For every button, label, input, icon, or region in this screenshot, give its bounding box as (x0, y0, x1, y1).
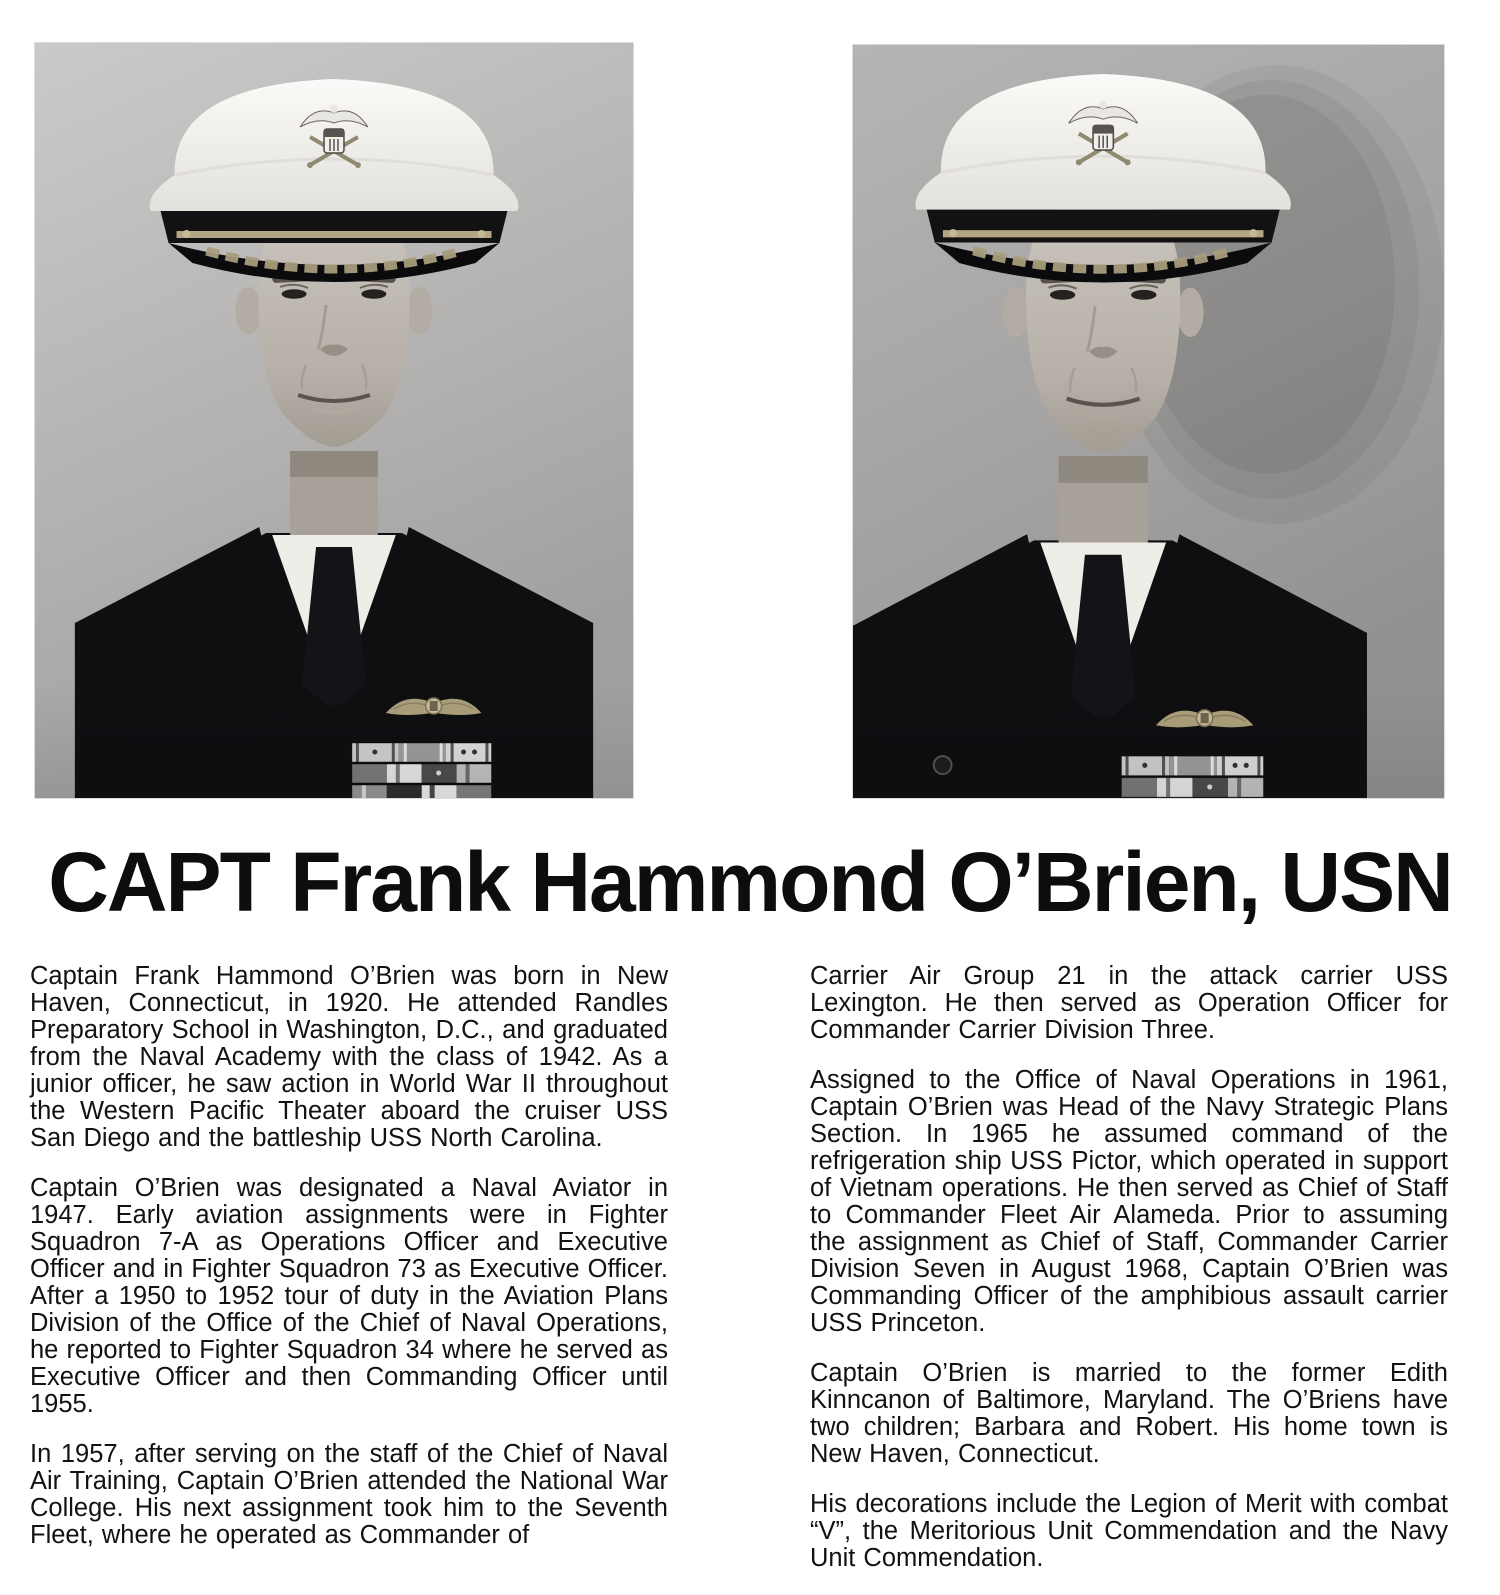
bio-paragraph: Captain Frank Hammond O’Brien was born in New Haven, Connecticut, in 1920. He attended Randles Preparatory School in Washington, D.C., and graduated from the Naval Academy with the class of 1942. As a junior officer, he saw action in World War II throughout the Western Pacific Theater aboard the cruiser USS San Diego and the battleship USS North Carolina. (30, 962, 668, 1152)
bio-paragraph: Captain O’Brien was designated a Naval Aviator in 1947. Early aviation assignments were in Fighter Squadron 7-A as Operations Officer and Executive Officer and in Fighter Squadron 73 as Executive Officer. After a 1950 to 1952 tour of duty in the Aviation Plans Division of the Office of the Chief of Naval Operations, he reported to Fighter Squadron 34 where he served as Executive Officer and then Commanding Officer until 1955. (30, 1174, 668, 1418)
biography-column-left (30, 963, 668, 1572)
bio-paragraph: His decorations include the Legion of Merit with combat “V”, the Meritorious Unit Commendation and the Navy Unit Commendation. (810, 1490, 1448, 1572)
bio-paragraph: Assigned to the Office of Naval Operations in 1961, Captain O’Brien was Head of the Navy Strategic Plans Section. In 1965 he assumed command of the refrigeration ship USS Pictor, which operated in support of Vietnam operations. He then served as Chief of Staff to Commander Fleet Air Alameda. Prior to assuming the assignment as Chief of Staff, Commander Carrier Division Seven in August 1968, Captain O’Brien was Commanding Officer of the amphibious assault carrier USS Princeton. (810, 1066, 1448, 1337)
bio-paragraph: Carrier Air Group 21 in the attack carrier USS Lexington. He then served as Operation Officer for Commander Carrier Division Three. (810, 962, 1448, 1044)
page-title: CAPT Frank Hammond O’Brien, USN (48, 835, 1452, 929)
bio-paragraph: In 1957, after serving on the staff of the Chief of Naval Air Training, Captain O’Brien attended the National War College. His next assignment took him to the Seventh Fleet, where he operated as Commander of (30, 1440, 668, 1549)
portrait-photo-right (853, 45, 1444, 798)
biography-column-right (810, 963, 1448, 1595)
bio-paragraph: Captain O’Brien is married to the former Edith Kinncanon of Baltimore, Maryland. The O’Briens have two children; Barbara and Robert. His home town is New Haven, Connecticut. (810, 1359, 1448, 1468)
portrait-photo-left (35, 43, 633, 798)
portrait-photo-left-art (35, 43, 633, 798)
portrait-photo-right-art (853, 45, 1444, 798)
